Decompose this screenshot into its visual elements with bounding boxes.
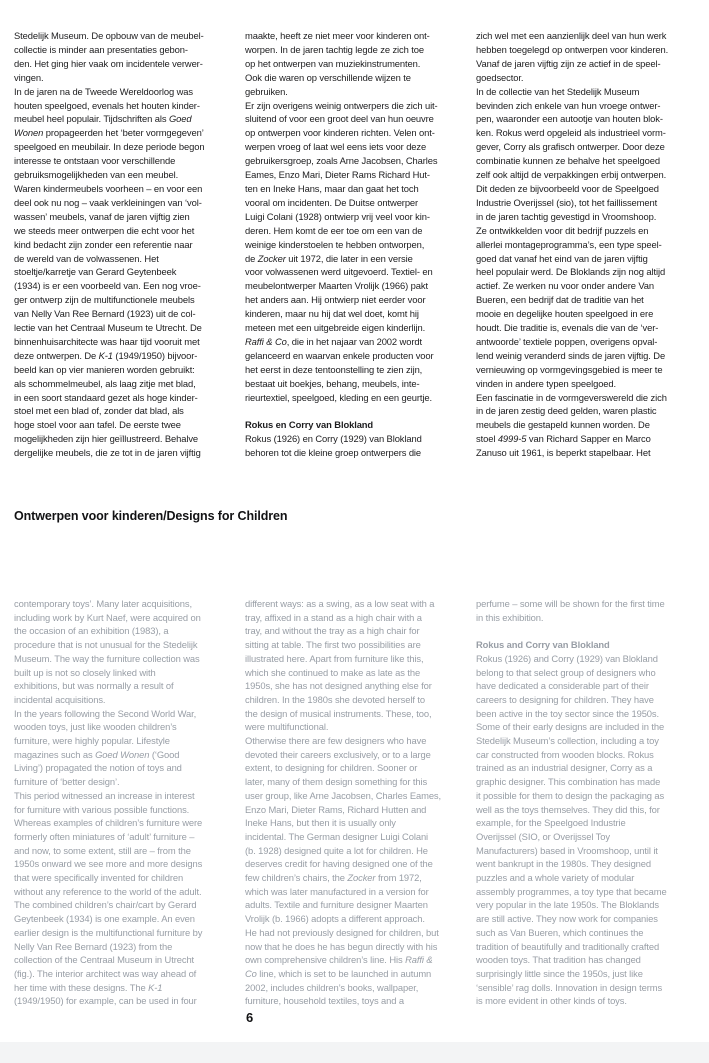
text-line: perfume – some will be shown for the first time	[476, 598, 665, 609]
text-line: Manufacturers) based in Vroomshoop, until it	[476, 844, 658, 856]
text-line: stoeltje/karretje van Gerard Geytenbeek	[14, 266, 177, 278]
text-line: Luigi Colani (1928) ontwierp vrij veel voor kin-	[245, 210, 430, 222]
text-line: He had not previously designed for children, but	[245, 926, 439, 938]
text-line: This period witnessed an increase in interest	[14, 789, 195, 801]
text-line: her time with these designs. The K-1	[14, 981, 163, 993]
text-line: deze ontwerpen. De K-1 (1949/1950) bijvoor-	[14, 349, 198, 361]
text-line: ger ontwerp zijn de multifunctionele meubels	[14, 294, 195, 306]
section-heading: Ontwerpen voor kinderen/Designs for Children	[14, 509, 288, 523]
text-line: stoel 4999-5 van Richard Sapper en Marco	[476, 433, 651, 445]
text-line: Overijssel (SIO, or Overijssel Toy	[476, 830, 610, 842]
text-line: deren. Hem komt de eer toe om een van de	[245, 224, 423, 236]
text-line: in de jaren zestig deed gelden, waren plastic	[476, 405, 657, 417]
text-line: 1950s onward we see more and more designs	[14, 858, 203, 870]
text-line: op het ontwerpen van muziekinstrumenten.	[245, 57, 421, 69]
text-line: van Nelly Van Ree Bernard (1923) uit de col-	[14, 308, 196, 320]
text-line: belong to that select group of designers who	[476, 666, 656, 678]
text-line: were multifunctional.	[245, 721, 329, 733]
text-line: gebruiken.	[245, 85, 288, 97]
text-line: Ineke Hans, but then it is usually only	[245, 817, 396, 829]
text-line: which was later manufactured in a version for	[245, 885, 429, 897]
text-line: 2002, includes children’s books, wallpaper,	[245, 981, 419, 993]
text-line: (fig.). The interior architect was way ahead of	[14, 967, 197, 979]
text-line: in een soort standaard gezet als hoge kinder-	[14, 391, 198, 403]
page-number: 6	[246, 1010, 254, 1025]
text-line: allerlei montageprogramma’s, een type speel-	[476, 238, 662, 250]
text-line: gever, Corry als grafisch ontwerper. Door deze	[476, 141, 665, 153]
text-line: furniture, household textiles, toys and a	[245, 995, 405, 1007]
text-line: Rokus (1926) and Corry (1929) van Blokland	[476, 652, 658, 664]
text-line	[476, 624, 694, 638]
text-line: few children’s chairs, the Zocker from 1972,	[245, 872, 422, 884]
text-line: gebruikersgroep, zoals Arne Jacobsen, Charles	[245, 155, 438, 167]
text-line: dergelijke meubels, die ze tot in de jaren vijftig	[14, 447, 201, 459]
text-line: maakte, heeft ze niet meer voor kinderen ont-	[245, 30, 430, 41]
text-line: Rokus en Corry van Blokland	[245, 419, 374, 431]
text-line: het eerst in deze tentoonstelling te zien zijn,	[245, 363, 423, 375]
text-line: Dit deden ze bijvoorbeeld voor de Speelgoed	[476, 182, 659, 194]
text-line: we steeds meer ontwerpen die echt voor het	[14, 224, 195, 236]
text-line: Eames, Enzo Mari, Dieter Rams Richard Hut-	[245, 169, 430, 181]
text-line: beeld kan op vier manieren worden gebruikt:	[14, 363, 195, 375]
text-line: including work by Kurt Naef, were acquired on	[14, 611, 201, 623]
text-line: interesse te ontstaan voor verschillende	[14, 155, 176, 167]
text-line: devoted their careers exclusively, or to a large	[245, 748, 431, 760]
text-line: den. Het ging hier vaak om incidentele verwer-	[14, 57, 203, 69]
text-line: later, many of them design something for this	[245, 776, 428, 788]
text-line: now that he does he has begun directly with his	[245, 940, 438, 952]
text-line: extent, to designing for children. Sooner or	[245, 762, 418, 774]
text-line: deserves credit for having designed one of the	[245, 858, 433, 870]
text-line: Museum. The way the furniture collection was	[14, 652, 200, 664]
text-line: are still active. They now work for companies	[476, 913, 658, 925]
text-line: het anders aan. Hij ontwierp niet eerder voor	[245, 294, 426, 306]
text-line: speelgoed en meubilair. In deze periode begon	[14, 141, 205, 153]
text-line: went bankrupt in the 1980s. They designed	[476, 858, 652, 870]
text-line: illustrated here. Apart from furniture like this,	[245, 652, 424, 664]
text-line: Er zijn overigens weinig ontwerpers die zich uit-	[245, 99, 438, 111]
text-line: vinden in andere typen speelgoed.	[476, 377, 617, 389]
text-line: Otherwise there are few designers who have	[245, 735, 427, 747]
text-line: Industrie Overijssel (sio), tot het faillissement	[476, 196, 658, 208]
text-line: ken. Rokus werd opgeleid als industrieel vorm-	[476, 127, 666, 139]
text-line: that were specifically invented for children	[14, 872, 184, 884]
text-line: mogelijkheden zijn hier geïllustreerd. Behalve	[14, 433, 199, 445]
text-line: kinderen, maar nu hij dat wel doet, komt hij	[245, 308, 419, 320]
text-line: In de collectie van het Stedelijk Museum	[476, 85, 640, 97]
text-line: incidental. The German designer Luigi Colani	[245, 830, 429, 842]
text-line: tray, and without the tray as a high chair for	[245, 625, 420, 637]
text-line: the occasion of an exhibition (1983), a	[14, 625, 169, 637]
text-line: hoge stoel voor aan tafel. De eerste twee	[14, 419, 181, 431]
text-line: sluitend of voor een groot deel van hun oeuvre	[245, 113, 434, 125]
text-line: own comprehensive children’s line. His Raffi &	[245, 954, 433, 966]
text-line: meubelontwerper Maarten Vrolijk (1966) pakt	[245, 280, 428, 292]
text-line: wooden toys, just like wooden children’s	[14, 721, 177, 733]
text-line: binnenhuisarchitecte was haar tijd vooruit met	[14, 335, 200, 347]
text-line	[245, 404, 463, 418]
text-line: 1950s, she has not designed anything else for	[245, 680, 432, 692]
text-line: formerly often miniatures of ‘adult’ furniture –	[14, 830, 195, 842]
english-text-section	[14, 597, 694, 1008]
text-line: Rokus and Corry van Blokland	[476, 639, 610, 651]
text-line: wooden toys. That tradition has changed	[476, 954, 641, 966]
text-line: antwoorde’ textiele poppen, overigens opval-	[476, 335, 658, 347]
text-line: Living’) propagated the notion of toys and	[14, 762, 182, 774]
text-line: houten speelgoed, evenals het houten kinder-	[14, 99, 200, 111]
text-line: gelanceerd en waarvan enkele producten voor	[245, 349, 434, 361]
text-line: Zanuso uit 1961, is beperkt stapelbaar. Het	[476, 447, 651, 459]
text-line: graphic designer. This combination has made	[476, 776, 661, 788]
text-line: magazines such as Goed Wonen (‘Good	[14, 748, 180, 760]
text-line: Nelly Van Ree Bernard (1923) from the	[14, 940, 173, 952]
text-line: which she continued to make as late as the	[245, 666, 421, 678]
text-line: mooie en degelijke houten speelgoed in ere	[476, 308, 654, 320]
text-line: surprisingly little since the 1950s, just like	[476, 967, 643, 979]
text-line: voor volwassenen werd uitgevoerd. Textiel- en	[245, 266, 433, 278]
text-line: deel ook nu nog – vaak verkleiningen van ‘vol-	[14, 196, 202, 208]
text-line: tray, affixed in a stand as a high chair with a	[245, 611, 422, 623]
text-line: hebben toegelegd op ontwerpen voor kinderen.	[476, 43, 669, 55]
text-line: meteen met een uitgebreide eigen kinderlijn.	[245, 322, 426, 334]
text-line: built up is not so closely linked with	[14, 666, 156, 678]
text-line: is more evident in other kinds of toys.	[476, 995, 627, 1007]
text-line: wassen’ meubels, vanaf de jaren vijftig zien	[14, 210, 190, 222]
text-line: sitting at table. The first two possibilities are	[245, 639, 421, 651]
text-line: it possible for them to design the packaging as	[476, 789, 665, 801]
text-line: vernieuwing op vormgevingsgebied is meer te	[476, 363, 663, 375]
text-line: earlier design is the multifunctional furniture by	[14, 926, 203, 938]
text-line: Bueren, een bedrijf dat de traditie van het	[476, 294, 644, 306]
text-line: rieurtextiel, speelgoed, kleding en een geurtje.	[245, 391, 432, 403]
text-line: Whereas examples of children’s furniture were	[14, 817, 203, 829]
page-bottom-edge	[0, 1042, 709, 1063]
text-line: user group, like Arne Jacobsen, Charles Eames,	[245, 789, 442, 801]
text-line: Stedelijk Museum’s collection, including a toy	[476, 735, 659, 747]
text-line: (1934) is er een voorbeeld van. Een nog vroe-	[14, 280, 201, 292]
text-line: goedsector.	[476, 71, 524, 83]
text-line: such as Van Bueren, which continues the	[476, 926, 644, 938]
text-line: vooral om incidenten. De Duitse ontwerper	[245, 196, 419, 208]
text-line: trained as an industrial designer, Corry as a	[476, 762, 653, 774]
text-line: vingen.	[14, 71, 44, 83]
text-line: stoel met een blad of, zonder dat blad, als	[14, 405, 184, 417]
text-line: collection of the Centraal Museum in Utrecht	[14, 954, 195, 966]
text-line: Stedelijk Museum. De opbouw van de meubel-	[14, 30, 204, 41]
text-line: different ways: as a swing, as a low seat with a	[245, 598, 435, 609]
text-line: ‘sensible’ rag dolls. Innovation in design terms	[476, 981, 663, 993]
text-line: kind bedacht zijn zonder een referentie naar	[14, 238, 193, 250]
text-line: behoren tot die kleine groep ontwerpers die	[245, 447, 422, 459]
text-line: for furniture with various possible functions.	[14, 803, 190, 815]
text-line: puzzles and a whole variety of modular	[476, 872, 635, 884]
text-line: bevinden zich enkele van hun vroege ontwer-	[476, 99, 661, 111]
text-line: collectie is minder aan presentaties gebon-	[14, 43, 188, 55]
text-line: meubel heel populair. Tijdschriften als Goed	[14, 113, 192, 125]
text-line: goed dat vanaf het eind van de jaren vijftig	[476, 252, 648, 264]
text-line: Vrolijk (b. 1966) adopts a different approach.	[245, 913, 425, 925]
text-line: bestaat uit boekjes, behang, meubels, inte-	[245, 377, 420, 389]
text-column	[476, 597, 694, 1008]
text-line: Ze ontwikkelden voor dit bedrijf puzzels en	[476, 224, 649, 236]
text-line: heel populair werd. De Bloklands zijn nog altijd	[476, 266, 666, 278]
text-line: in de jaren tachtig gevestigd in Vroomshoop.	[476, 210, 657, 222]
text-line: in this exhibition.	[476, 611, 544, 623]
text-line: (b. 1928) designed quite a lot for children. He	[245, 844, 428, 856]
text-line: In de jaren na de Tweede Wereldoorlog was	[14, 85, 194, 97]
text-line: and now, to some extent, still are – from the	[14, 844, 191, 856]
text-line: Ook die waren op verschillende wijzen te	[245, 71, 411, 83]
text-line: zich wel met een aanzienlijk deel van hun werk	[476, 30, 667, 41]
text-column	[14, 597, 232, 1008]
text-line: meubels die gestapeld kunnen worden. De	[476, 419, 650, 431]
dutch-text-section	[14, 29, 694, 460]
text-line: Co line, which is set to be launched in autumn	[245, 967, 432, 979]
text-line: well as the toys themselves. They did this, for	[476, 803, 660, 815]
text-column	[476, 29, 694, 460]
text-line: assembly programmes, a toy type that became	[476, 885, 667, 897]
text-column	[245, 597, 463, 1008]
text-line: children. In the 1980s she devoted herself to	[245, 693, 425, 705]
text-line: tradition of beautifully and traditionally crafted	[476, 940, 660, 952]
text-column	[245, 29, 463, 460]
text-line: gebruiksmogelijkheden van een meubel.	[14, 169, 179, 181]
text-line: Wonen propageerden het ‘beter vormgegeven’	[14, 127, 204, 139]
text-line: worpen. In de jaren tachtig legde ze zich toe	[245, 43, 424, 55]
text-line: adults. Textile and furniture designer Maarten	[245, 899, 428, 911]
text-line: furniture of ‘better design’.	[14, 776, 120, 788]
text-line: exhibitions, but was normally a result of	[14, 680, 174, 692]
text-line: careers to designing for children. They have	[476, 693, 654, 705]
text-line: Rokus (1926) en Corry (1929) van Blokland	[245, 433, 422, 445]
text-line: have dedicated a considerable part of their	[476, 680, 649, 692]
text-line: the design of musical instruments. These, too,	[245, 707, 432, 719]
text-line: pen, waaronder een autootje van houten blok-	[476, 113, 663, 125]
text-line: actief. Ze werken nu voor onder andere Van	[476, 280, 655, 292]
text-line: Raffi & Co, die in het najaar van 2002 wordt	[245, 335, 422, 347]
text-line: contemporary toys’. Many later acquisitions,	[14, 598, 192, 609]
text-line: been active in the toy sector since the 1950s.	[476, 707, 660, 719]
text-line: The combined children’s chair/cart by Gerard	[14, 899, 197, 911]
text-line: weinige kinderstoelen te hebben ontworpen,	[245, 238, 425, 250]
text-line: op ontwerpen voor kinderen richten. Velen ont-	[245, 127, 435, 139]
text-line: werpen vroeg of laat wel eens iets voor deze	[245, 141, 427, 153]
text-line: incidental acquisitions.	[14, 693, 106, 705]
text-line: Waren kindermeubels voorheen – en voor een	[14, 182, 203, 194]
text-line: lend weinig veranderd sinds de jaren vijftig. De	[476, 349, 666, 361]
text-column	[14, 29, 232, 460]
text-line: furniture, were highly popular. Lifestyle	[14, 735, 170, 747]
text-line: example, for the Speelgoed Industrie	[476, 817, 626, 829]
text-line: de Zocker uit 1972, die later in een versie	[245, 252, 413, 264]
text-line: ten en Ineke Hans, maar dan gaat het toch	[245, 182, 419, 194]
text-line: Vanaf de jaren vijftig zijn ze actief in de speel-	[476, 57, 661, 69]
text-line: Geytenbeek (1934) is one example. An even	[14, 913, 195, 925]
text-line: very popular in the late 1950s. The Bloklands	[476, 899, 659, 911]
text-line: lectie van het Centraal Museum te Utrecht. De	[14, 322, 202, 334]
text-line: (1949/1950) for example, can be used in four	[14, 995, 197, 1007]
text-line: Some of their early designs are included in the	[476, 721, 665, 733]
text-line: houdt. Die traditie is, evenals die van de ‘ver-	[476, 322, 659, 334]
text-line: Een fascinatie in de vormgeverswereld die zich	[476, 391, 667, 403]
text-line: de wereld van de volwassenen. Het	[14, 252, 159, 264]
text-line: In the years following the Second World War,	[14, 707, 197, 719]
text-line: combinatie kunnen ze behalve het speelgoed	[476, 155, 660, 167]
text-line: Enzo Mari, Dieter Rams, Richard Hutten and	[245, 803, 427, 815]
text-line: without any reference to the world of the adult.	[14, 885, 202, 897]
text-line: als schommelmeubel, als laag zitje met blad,	[14, 377, 196, 389]
text-line: procedure that is not unusual for the Stedelijk	[14, 639, 198, 651]
text-line: zelf ook altijd de verpakkingen erbij ontwerpen.	[476, 169, 667, 181]
text-line: car constructed from wooden blocks. Rokus	[476, 748, 654, 760]
